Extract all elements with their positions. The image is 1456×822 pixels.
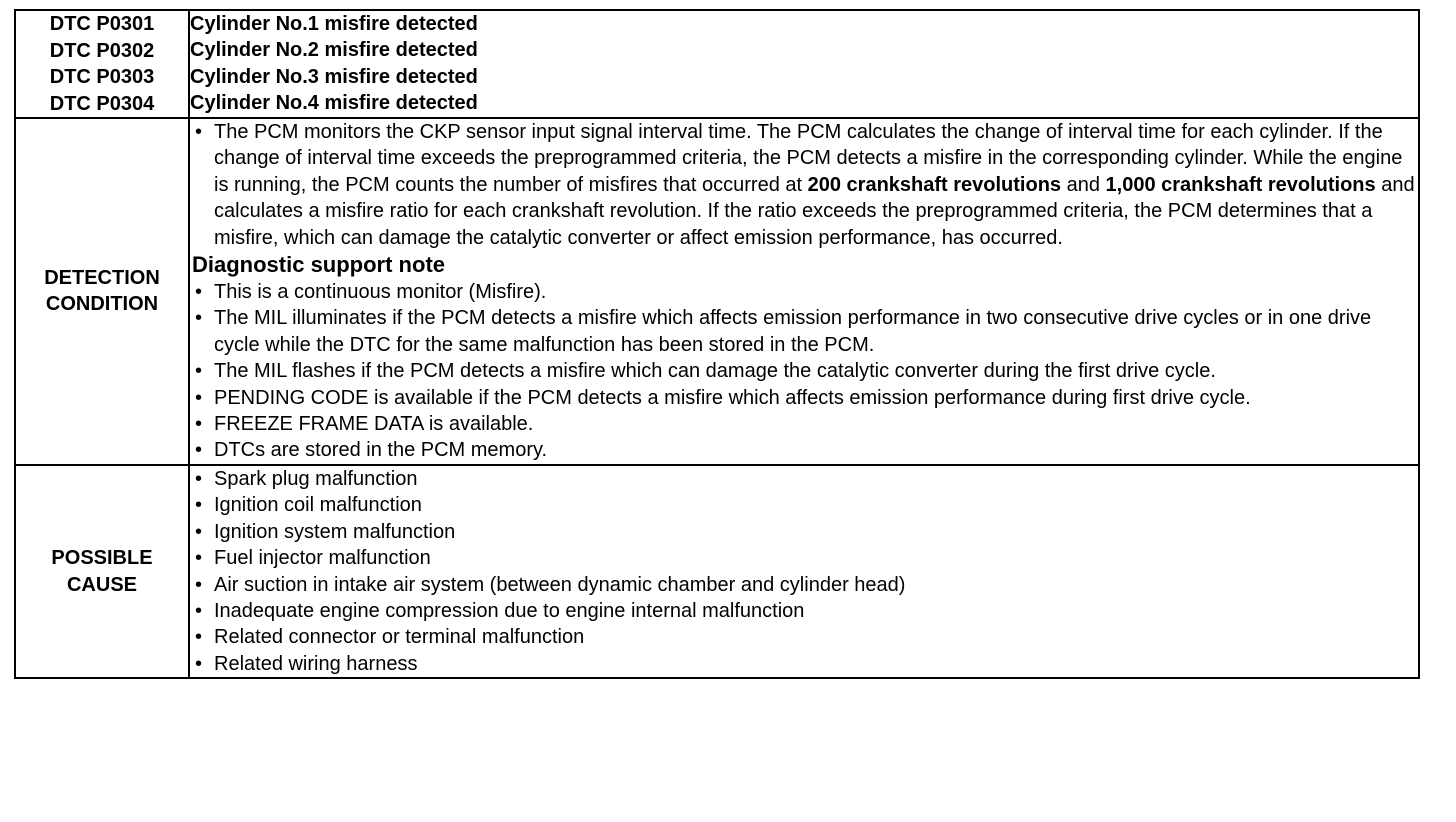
detection-content-cell: [189, 118, 1419, 465]
detection-label-line2: CONDITION: [45, 293, 159, 316]
cause-content-cell: [189, 465, 1419, 678]
dtc-descriptions-cell: [189, 10, 1419, 118]
cause-row: [15, 465, 1419, 678]
detection-text-part2: and: [1061, 173, 1106, 196]
codes-row: [15, 10, 1419, 118]
detection-label-line1: DETECTION: [44, 266, 160, 289]
support-note-item: • DTCs are stored in the PCM memory.: [190, 437, 1418, 463]
cause-label-cell: [15, 465, 189, 678]
detection-text-part1: The PCM monitors the CKP sensor input signal interval time. The PCM calculates the change of interval time for each cylinder. If the change of interval time exceeds the preprogrammed criteria, the PCM detects a misfire in the corresponding cylinder. While the engine is running, the PCM counts the number of misfires that occurred at: [214, 121, 1403, 196]
dtc-codes-cell: [15, 10, 189, 118]
cause-item: • Ignition system malfunction: [190, 519, 1418, 545]
dtc-code: DTC P0303: [49, 66, 155, 88]
dtc-code: DTC P0301: [49, 13, 155, 35]
dtc-description: Cylinder No.4 misfire detected: [190, 92, 478, 115]
dtc-description: Cylinder No.1 misfire detected: [190, 13, 478, 35]
support-note-item: • FREEZE FRAME DATA is available.: [190, 411, 1418, 437]
support-note-list: [190, 279, 1418, 464]
cause-item: • Fuel injector malfunction: [190, 545, 1418, 571]
detection-main-list: [190, 119, 1418, 251]
dtc-code: DTC P0304: [49, 92, 155, 115]
detection-bold-1000: 1,000 crankshaft revolutions: [1105, 173, 1376, 196]
cause-item: • Inadequate engine compression due to engine internal malfunction: [190, 598, 1418, 624]
cause-label-line1: POSSIBLE: [51, 547, 153, 569]
cause-item: • Related wiring harness: [190, 651, 1418, 677]
detection-main-bullet: [190, 119, 1418, 251]
cause-list: [190, 466, 1418, 677]
support-note-item: • This is a continuous monitor (Misfire).: [190, 279, 1418, 305]
detection-label-cell: [15, 118, 189, 465]
dtc-description: Cylinder No.3 misfire detected: [190, 65, 478, 88]
support-note-item: • The MIL flashes if the PCM detects a misfire which can damage the catalytic converter during the first drive cycle.: [190, 358, 1418, 384]
cause-label-line2: CAUSE: [66, 573, 137, 596]
cause-item: • Air suction in intake air system (between dynamic chamber and cylinder head): [190, 572, 1418, 598]
support-note-item: • PENDING CODE is available if the PCM detects a misfire which affects emission performance during first drive cycle.: [190, 385, 1418, 411]
detection-text-part3: and calculates a misfire ratio for each crankshaft revolution. If the ratio exceeds the preprogrammed criteria, the PCM determines that a misfire, which can damage the catalytic converter or affect emission performance, has occurred.: [214, 173, 1415, 249]
dtc-description: Cylinder No.2 misfire detected: [190, 39, 478, 62]
cause-item: • Related connector or terminal malfunction: [190, 624, 1418, 650]
support-note-item: • The MIL illuminates if the PCM detects a misfire which affects emission performance in two consecutive drive cycles or in one drive cycle while the DTC for the same malfunction has been stored in the PCM.: [190, 305, 1418, 358]
dtc-table: [14, 9, 1420, 679]
cause-item: • Spark plug malfunction: [190, 466, 1418, 492]
support-note-heading: Diagnostic support note: [192, 252, 445, 278]
detection-bold-200: 200 crankshaft revolutions: [807, 173, 1062, 196]
dtc-code: DTC P0302: [49, 39, 155, 62]
cause-item: • Ignition coil malfunction: [190, 492, 1418, 518]
detection-row: [15, 118, 1419, 465]
